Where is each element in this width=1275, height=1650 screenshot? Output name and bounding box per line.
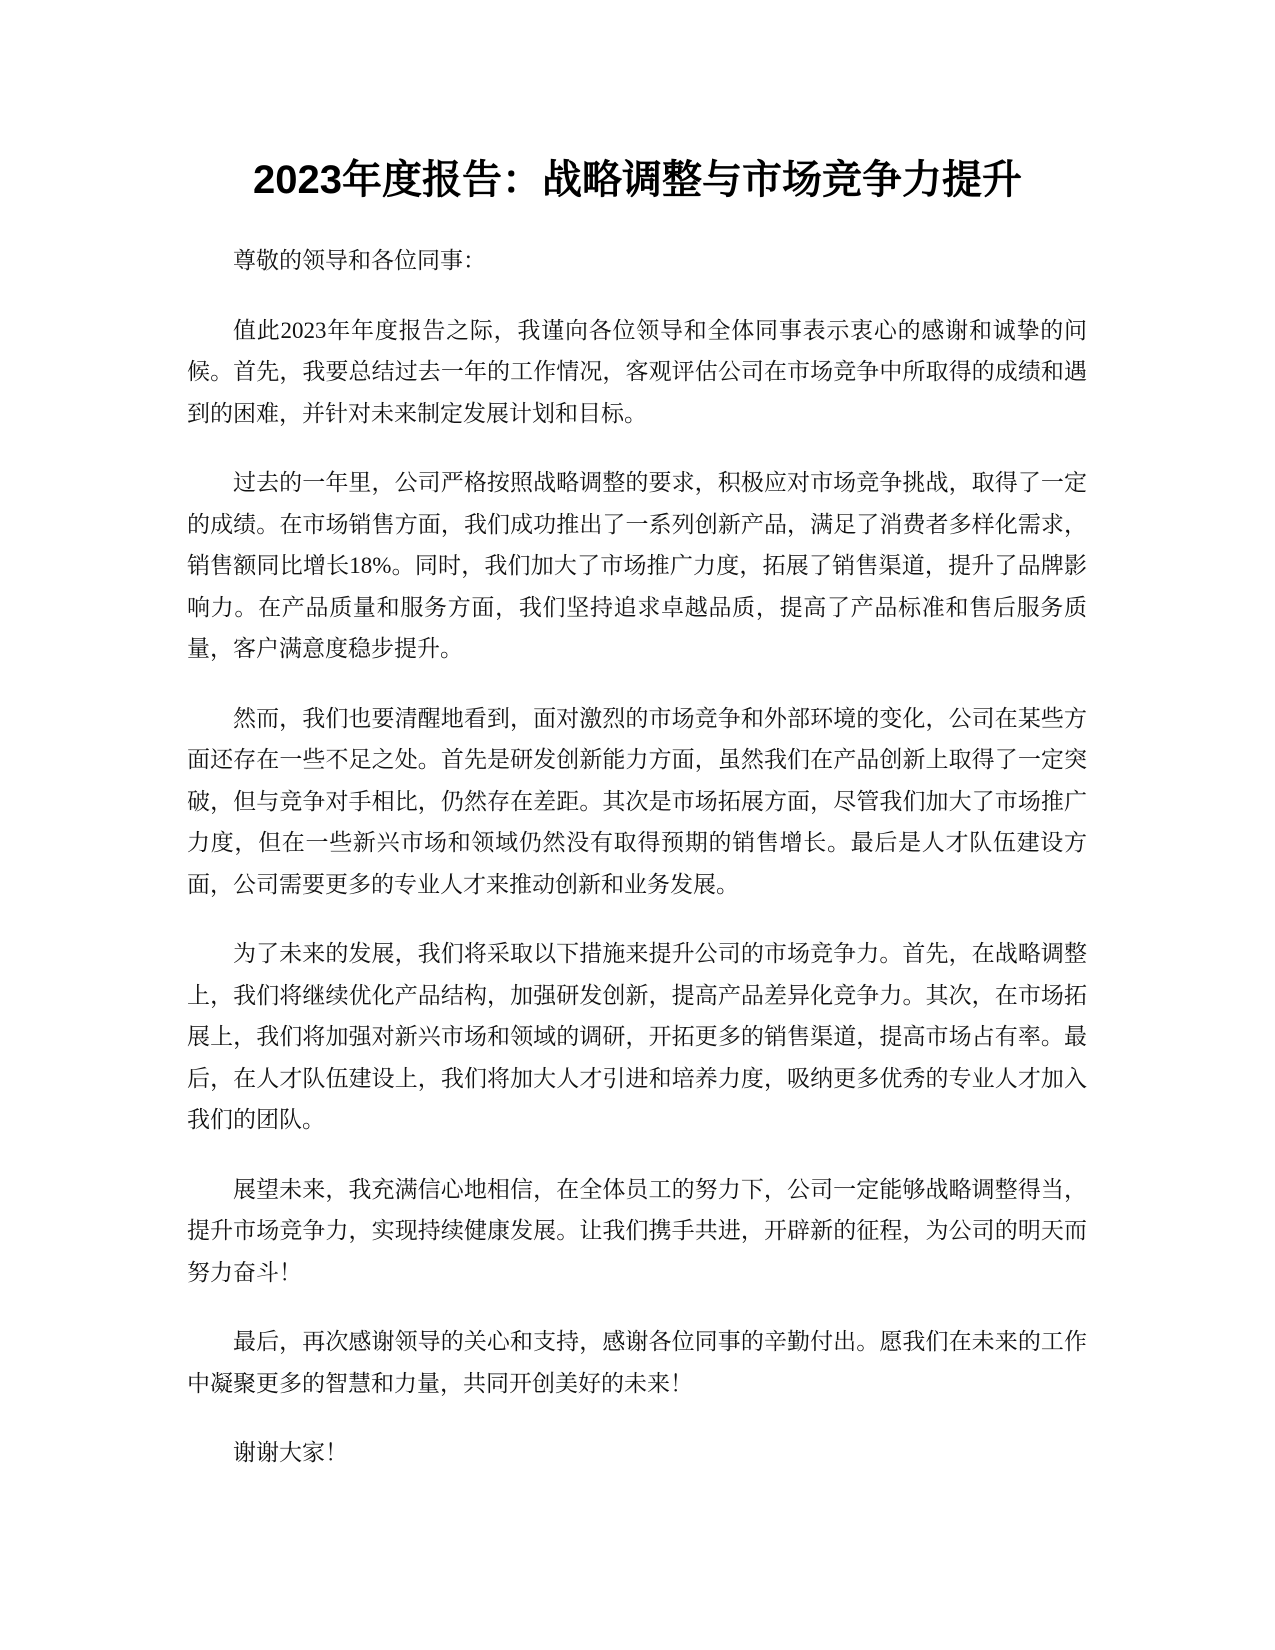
paragraph-thanks: 最后，再次感谢领导的关心和支持，感谢各位同事的辛勤付出。愿我们在未来的工作中凝聚更多的智慧和力量，共同开创美好的未来！ (187, 1329, 1087, 1396)
paragraph-shortcomings: 然而，我们也要清醒地看到，面对激烈的市场竞争和外部环境的变化，公司在某些方面还存在一些不足之处。首先是研发创新能力方面，虽然我们在产品创新上取得了一定突破，但与竞争对手相比，仍然存在差距。其次是市场拓展方面，尽管我们加大了市场推广力度，但在一些新兴市场和领域仍然没有取得预期的销售增长。最后是人才队伍建设方面，公司需要更多的专业人才来推动创新和业务发展。 (187, 705, 1087, 897)
document-body (187, 240, 1087, 1502)
paragraph-measures: 为了未来的发展，我们将采取以下措施来提升公司的市场竞争力。首先，在战略调整上，我们将继续优化产品结构，加强研发创新，提高产品差异化竞争力。其次，在市场拓展上，我们将加强对新兴市场和领域的调研，开拓更多的销售渠道，提高市场占有率。最后，在人才队伍建设上，我们将加大人才引进和培养力度，吸纳更多优秀的专业人才加入我们的团队。 (187, 941, 1087, 1132)
salutation: 尊敬的领导和各位同事： (233, 248, 486, 273)
paragraph-outlook: 展望未来，我充满信心地相信，在全体员工的努力下，公司一定能够战略调整得当，提升市场竞争力，实现持续健康发展。让我们携手共进，开辟新的征程，为公司的明天而努力奋斗！ (187, 1176, 1087, 1285)
paragraph-achievements: 过去的一年里，公司严格按照战略调整的要求，积极应对市场竞争挑战，取得了一定的成绩。在市场销售方面，我们成功推出了一系列创新产品，满足了消费者多样化需求，销售额同比增长18%。同时，我们加大了市场推广力度，拓展了销售渠道，提升了品牌影响力。在产品质量和服务方面，我们坚持追求卓越品质，提高了产品标准和售后服务质量，客户满意度稳步提升。 (187, 470, 1087, 661)
paragraph-intro: 值此2023年年度报告之际，我谨向各位领导和全体同事表示衷心的感谢和诚挚的问候。首先，我要总结过去一年的工作情况，客观评估公司在市场竞争中所取得的成绩和遇到的困难，并针对未来制定发展计划和目标。 (187, 317, 1087, 426)
document-title: 2023年度报告：战略调整与市场竞争力提升 (253, 158, 1022, 202)
closing: 谢谢大家！ (233, 1440, 348, 1465)
